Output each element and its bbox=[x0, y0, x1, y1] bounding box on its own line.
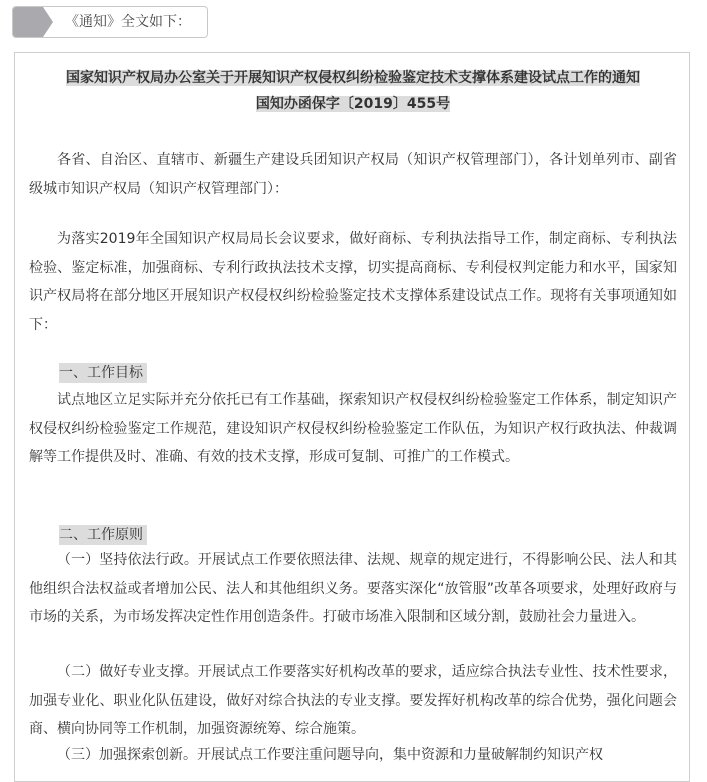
chevron-right-icon bbox=[13, 7, 53, 37]
notice-tag bbox=[12, 6, 208, 38]
principle-2-paragraph: （二）做好专业支撑。开展试点工作要落实好机构改革的要求，适应综合执法专业性、技术性要求，加强专业化、职业化队伍建设，做好对综合执法的专业支撑。要发挥好机构改革的综合优势，强化问题会商、横向协同等工作机制，加强资源统筹、综合施策。 bbox=[29, 664, 677, 737]
notice-tag-label: 《通知》全文如下： bbox=[65, 14, 191, 30]
document-frame bbox=[14, 52, 690, 782]
section-heading-principles bbox=[59, 523, 147, 547]
goals-paragraph: 试点地区立足实际并充分依托已有工作基础，探索知识产权侵权纠纷检验鉴定工作体系，制定知识产权侵权纠纷检验鉴定工作规范，建设知识产权侵权纠纷检验鉴定工作队伍，为知识产权行政执法、仲裁调解等工作提供及时、准确、有效的技术支撑，形成可复制、可推广的工作模式。 bbox=[29, 392, 677, 465]
principle-3-paragraph: （三）加强探索创新。开展试点工作要注重问题导向，集中资源和力量破解制约知识产权 bbox=[57, 747, 603, 763]
intro-paragraph: 为落实2019年全国知识产权局局长会议要求，做好商标、专利执法指导工作，制定商标、专利执法检验、鉴定标准，加强商标、专利行政执法技术支撑，切实提高商标、专利侵权判定能力和水平，国家知识产权局将在部分地区开展知识产权侵权纠纷检验鉴定技术支撑体系建设试点工作。现将有关事项通知如下： bbox=[29, 231, 677, 333]
section-heading-principles-text: 二、工作原则 bbox=[59, 525, 147, 545]
principle-1-paragraph: （一）坚持依法行政。开展试点工作要依照法律、法规、规章的规定进行，不得影响公民、法人和其他组织合法权益或者增加公民、法人和其他组织义务。要落实深化“放管服”改革各项要求，处理好政府与市场的关系，为市场发挥决定性作用创造条件。打破市场准入限制和区域分割，鼓励社会力量进入。 bbox=[29, 552, 677, 625]
addressee-paragraph: 各省、自治区、直辖市、新疆生产建设兵团知识产权局（知识产权管理部门），各计划单列市、副省级城市知识产权局（知识产权管理部门）： bbox=[29, 152, 677, 197]
document-number-text: 国知办函保字〔2019〕455号 bbox=[255, 96, 451, 112]
document-number bbox=[15, 91, 691, 117]
document-title-text: 国家知识产权局办公室关于开展知识产权侵权纠纷检验鉴定技术支撑体系建设试点工作的通知 bbox=[66, 70, 640, 86]
section-heading-goals-text: 一、工作目标 bbox=[59, 363, 147, 383]
document-title bbox=[15, 65, 691, 91]
section-heading-goals bbox=[59, 361, 147, 385]
